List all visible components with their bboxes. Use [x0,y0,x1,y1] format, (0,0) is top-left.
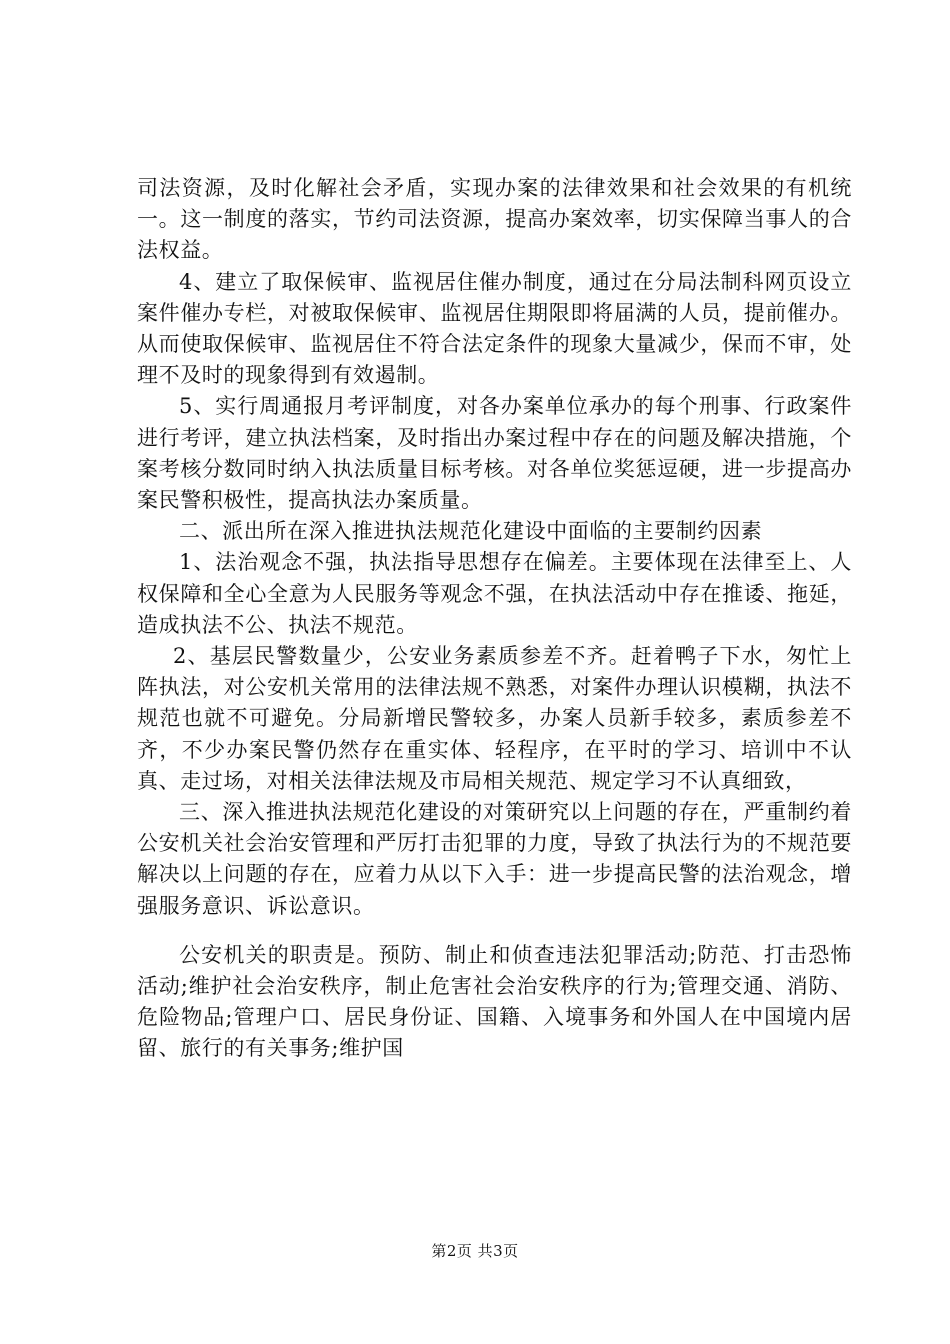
page-number: 第2页 共3页 [431,1242,519,1260]
paragraph-section2-item-2: 2、基层民警数量少，公安业务素质参差不齐。赶着鸭子下水，匆忙上阵执法，对公安机关常用的法律法规不熟悉，对案件办理认识模糊，执法不规范也就不可避免。分局新增民警较多，办案人员新手较多，素质参差不齐，不少办案民警仍然存在重实体、轻程序，在平时的学习、培训中不认真、走过场，对相关法律法规及市局相关规范、规定学习不认真细致， [137,644,852,793]
paragraph-police-duties: 公安机关的职责是。预防、制止和侦查违法犯罪活动;防范、打击恐怖活动;维护社会治安秩序，制止危害社会治安秩序的行为;管理交通、消防、危险物品;管理户口、居民身份证、国籍、入境事务和外国人在中国境内居留、旅行的有关事务;维护国 [137,942,852,1061]
section-heading-2: 二、派出所在深入推进执法规范化建设中面临的主要制约因素 [179,519,763,544]
section-heading-3: 三、深入推进执法规范化建设的对策研究以上问题的存在，严重制约着公安机关社会治安管理和严厉打击犯罪的力度，导致了执法行为的不规范要解决以上问题的存在，应着力从以下入手：进一步提高民警的法治观念，增强服务意识、诉讼意识。 [137,800,852,918]
paragraph-item-5: 5、实行周通报月考评制度，对各办案单位承办的每个刑事、行政案件进行考评，建立执法档案，及时指出办案过程中存在的问题及解决措施，个案考核分数同时纳入执法质量目标考核。对各单位奖惩逗硬，进一步提高办案民警积极性，提高执法办案质量。 [137,394,852,513]
body-text [137,173,852,1065]
paragraph-section2-item-1: 1、法治观念不强，执法指导思想存在偏差。主要体现在法律至上、人权保障和全心全意为人民服务等观念不强，在执法活动中存在推诿、拖延，造成执法不公、执法不规范。 [137,550,852,637]
paragraph-item-4: 4、建立了取保候审、监视居住催办制度，通过在分局法制科网页设立案件催办专栏，对被取保候审、监视居住期限即将届满的人员，提前催办。从而使取保候审、监视居住不符合法定条件的现象大量减少，保而不审，处理不及时的现象得到有效遏制。 [137,269,852,388]
paragraph-continued: 司法资源，及时化解社会矛盾，实现办案的法律效果和社会效果的有机统一。这一制度的落实，节约司法资源，提高办案效率，切实保障当事人的合法权益。 [137,176,852,263]
